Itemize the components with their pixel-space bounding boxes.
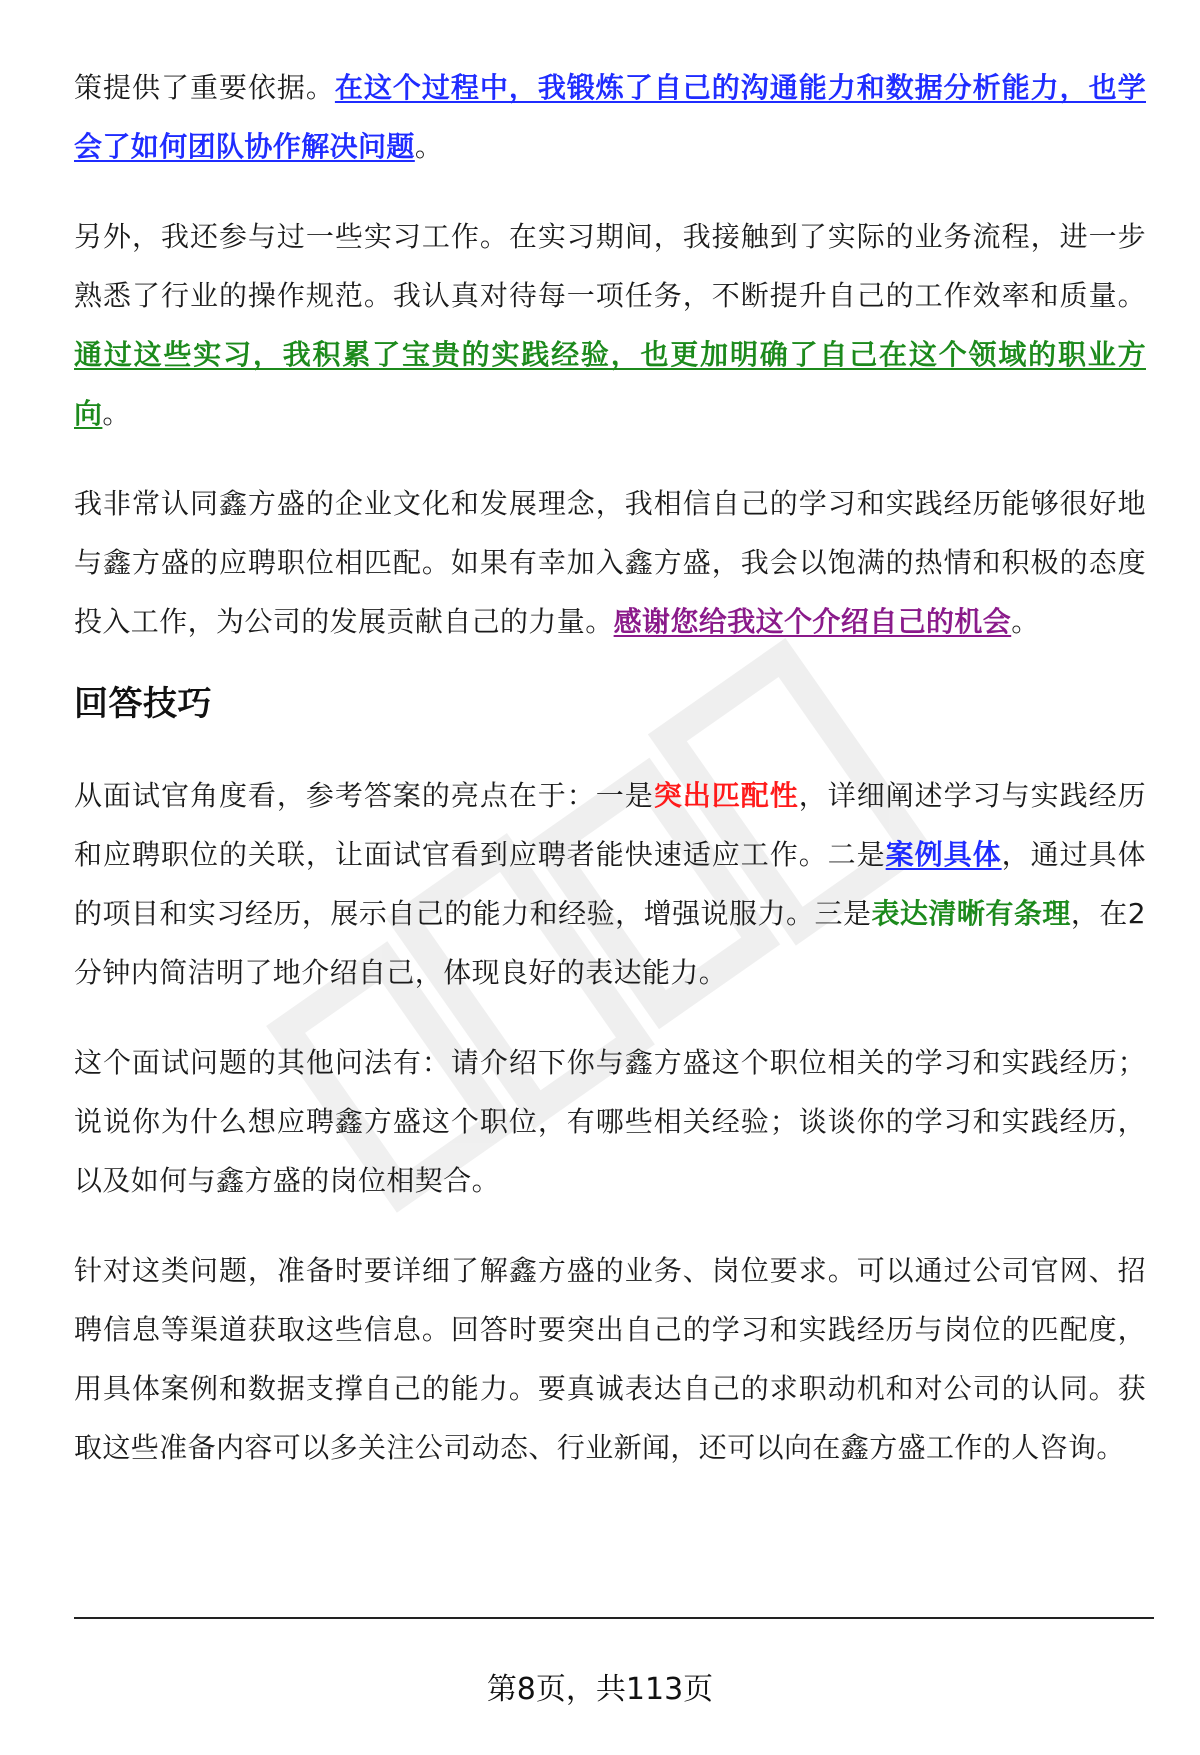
paragraph-2-highlight: 通过这些实习，我积累了宝贵的实践经验，也更加明确了自己在这个领域的职业方向 [74,338,1146,430]
paragraph-1-highlight: 在这个过程中，我锻炼了自己的沟通能力和数据分析能力，也学会了如何团队协作解决问题 [74,71,1146,163]
paragraph-3 [74,474,1146,651]
paragraph-3-text-b: 。 [1011,605,1040,638]
paragraph-5: 这个面试问题的其他问法有：请介绍下你与鑫方盛这个职位相关的学习和实践经历；说说你为什么想应聘鑫方盛这个职位，有哪些相关经验；谈谈你的学习和实践经历，以及如何与鑫方盛的岗位相契合。 [74,1046,1146,1197]
paragraph-2 [74,207,1146,443]
paragraph-3-highlight: 感谢您给我这个介绍自己的机会 [613,605,1012,638]
paragraph-4-highlight-3: 表达清晰有条理 [871,897,1071,930]
paragraph-1-text-a: 策提供了重要依据。 [74,71,335,104]
paragraph-6: 针对这类问题，准备时要详细了解鑫方盛的业务、岗位要求。可以通过公司官网、招聘信息等渠道获取这些信息。回答时要突出自己的学习和实践经历与岗位的匹配度，用具体案例和数据支撑自己的能力。要真诚表达自己的求职动机和对公司的认同。获取这些准备内容可以多关注公司动态、行业新闻，还可以向在鑫方盛工作的人咨询。 [74,1254,1146,1464]
paragraph-3-text-a: 我非常认同鑫方盛的企业文化和发展理念，我相信自己的学习和实践经历能够很好地与鑫方盛的应聘职位相匹配。如果有幸加入鑫方盛，我会以饱满的热情和积极的态度投入工作，为公司的发展贡献自己的力量。 [74,487,1146,638]
paragraph-1-text-b: 。 [414,130,444,163]
footer-divider [74,1617,1154,1619]
paragraph-4-highlight-2: 案例具体 [885,838,1002,871]
paragraph-4-text-d: ，在2分钟内简洁明了地介绍自己，体现良好的表达能力。 [74,897,1147,989]
paragraph-4-text-c: ，通过具体的项目和实习经历，展示自己的能力和经验，增强说服力。三是 [74,838,1146,930]
page-number: 第8页，共113页 [486,1672,714,1707]
paragraph-1 [74,58,1146,176]
paragraph-4-text-a: 从面试官角度看，参考答案的亮点在于：一是 [74,779,654,812]
paragraph-4 [74,766,1146,1002]
section-heading: 回答技巧 [74,684,212,724]
paragraph-2-text-a: 另外，我还参与过一些实习工作。在实习期间，我接触到了实际的业务流程，进一步熟悉了行业的操作规范。我认真对待每一项任务，不断提升自己的工作效率和质量。 [74,220,1146,312]
paragraph-4-highlight-1: 突出匹配性 [653,779,799,812]
document-page [74,58,1146,1508]
paragraph-2-text-b: 。 [102,397,131,430]
paragraph-4-text-b: ，详细阐述学习与实践经历和应聘职位的关联，让面试官看到应聘者能快速适应工作。二是 [74,779,1146,871]
